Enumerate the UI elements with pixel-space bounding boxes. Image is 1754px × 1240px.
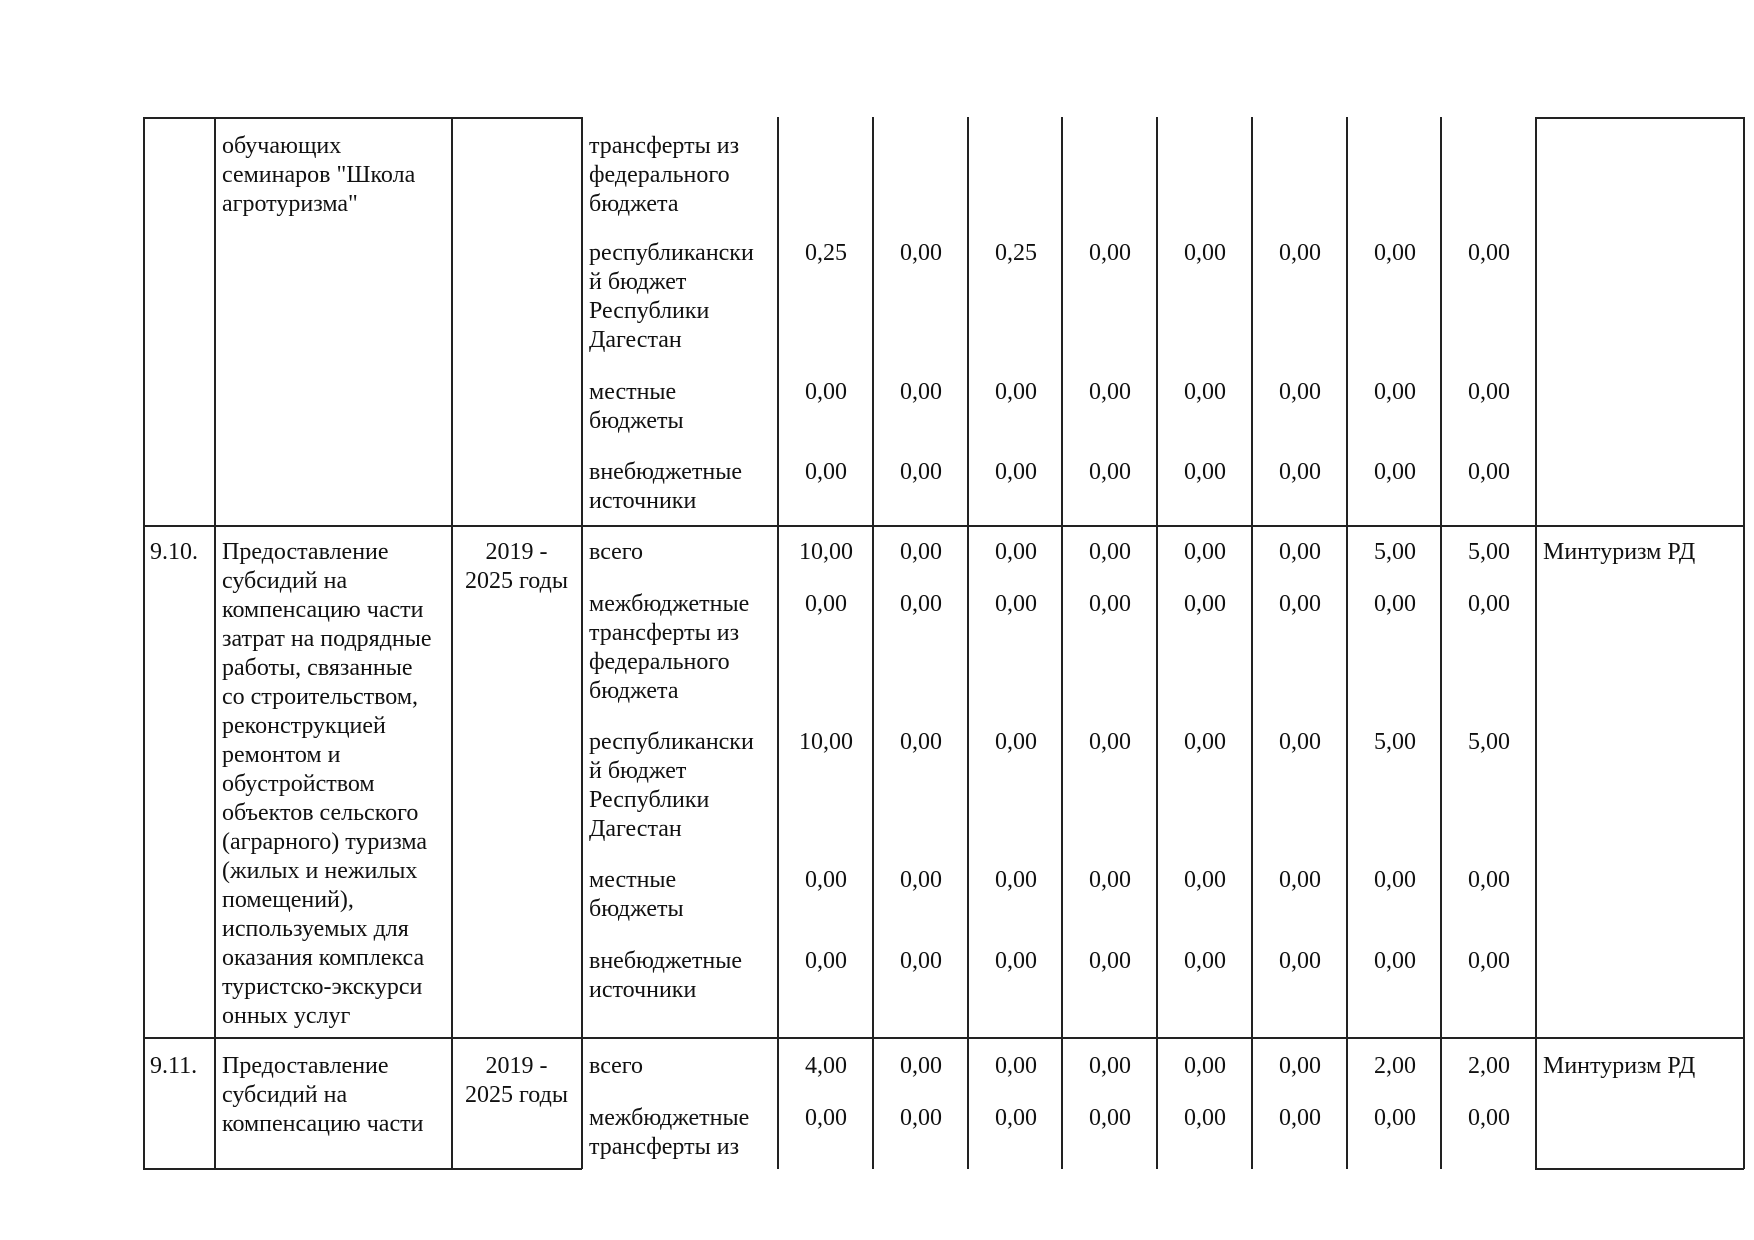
executor: Минтуризм РД — [1543, 1053, 1696, 1079]
value-cell: 0,00 — [805, 379, 847, 405]
value-cell: 0,00 — [995, 867, 1037, 893]
value-cell: 0,00 — [1468, 948, 1510, 974]
value-cell: 0,00 — [1279, 379, 1321, 405]
value-cell: 0,00 — [1374, 591, 1416, 617]
value-cell: 0,00 — [900, 591, 942, 617]
implementation-period: 2019 - 2025 годы — [465, 1053, 568, 1108]
value-cell: 0,00 — [1089, 867, 1131, 893]
measure-name-continued: обучающих семинаров "Школа агротуризма" — [222, 133, 416, 217]
funding-source: местные бюджеты — [589, 379, 684, 434]
value-cell: 0,00 — [900, 379, 942, 405]
value-cell: 0,00 — [1279, 591, 1321, 617]
value-cell: 0,00 — [1184, 1053, 1226, 1079]
value-cell: 0,00 — [1089, 948, 1131, 974]
funding-source: трансферты из федерального бюджета — [589, 133, 740, 217]
value-cell: 0,00 — [1184, 459, 1226, 485]
value-cell: 0,00 — [1468, 591, 1510, 617]
measure-name: Предоставление субсидий на компенсацию части — [222, 1053, 424, 1137]
value-cell: 0,00 — [1468, 240, 1510, 266]
value-cell: 0,00 — [1279, 1105, 1321, 1131]
value-cell: 0,00 — [900, 240, 942, 266]
value-cell: 0,00 — [805, 867, 847, 893]
executor: Минтуризм РД — [1543, 539, 1696, 565]
value-cell: 0,00 — [1279, 240, 1321, 266]
value-cell: 0,00 — [1089, 1053, 1131, 1079]
value-cell: 5,00 — [1374, 539, 1416, 565]
value-cell: 0,00 — [1184, 729, 1226, 755]
item-number: 9.11. — [150, 1053, 198, 1079]
value-cell: 0,00 — [1468, 379, 1510, 405]
value-cell: 0,00 — [805, 591, 847, 617]
value-cell: 5,00 — [1374, 729, 1416, 755]
funding-source: республикански й бюджет Республики Дагестан — [589, 240, 754, 353]
value-cell: 0,00 — [1184, 539, 1226, 565]
value-cell: 0,00 — [1184, 240, 1226, 266]
value-cell: 0,00 — [1089, 729, 1131, 755]
value-cell: 4,00 — [805, 1053, 847, 1079]
value-cell: 10,00 — [799, 539, 853, 565]
value-cell: 0,00 — [900, 1053, 942, 1079]
value-cell: 0,00 — [995, 948, 1037, 974]
value-cell: 0,00 — [995, 539, 1037, 565]
value-cell: 0,00 — [1279, 948, 1321, 974]
value-cell: 0,00 — [1279, 1053, 1321, 1079]
value-cell: 0,00 — [1374, 459, 1416, 485]
value-cell: 0,00 — [900, 459, 942, 485]
value-cell: 0,25 — [995, 240, 1037, 266]
value-cell: 0,00 — [1279, 539, 1321, 565]
value-cell: 0,00 — [1374, 379, 1416, 405]
implementation-period: 2019 - 2025 годы — [465, 539, 568, 594]
value-cell: 0,00 — [1184, 867, 1226, 893]
value-cell: 0,00 — [1468, 459, 1510, 485]
funding-source: республикански й бюджет Республики Дагестан — [589, 729, 754, 842]
value-cell: 0,00 — [1089, 539, 1131, 565]
value-cell: 0,00 — [995, 1053, 1037, 1079]
value-cell: 0,00 — [1374, 867, 1416, 893]
value-cell: 0,00 — [1184, 1105, 1226, 1131]
funding-source: местные бюджеты — [589, 867, 684, 922]
value-cell: 0,00 — [900, 948, 942, 974]
value-cell: 5,00 — [1468, 539, 1510, 565]
value-cell: 0,00 — [1089, 459, 1131, 485]
item-number: 9.10. — [150, 539, 198, 565]
value-cell: 0,00 — [805, 1105, 847, 1131]
funding-source: внебюджетные источники — [589, 948, 742, 1003]
value-cell: 0,00 — [805, 459, 847, 485]
value-cell: 10,00 — [799, 729, 853, 755]
value-cell: 0,00 — [1279, 729, 1321, 755]
value-cell: 0,00 — [1089, 1105, 1131, 1131]
funding-source: межбюджетные трансферты из федерального бюджета — [589, 591, 750, 704]
value-cell: 0,00 — [900, 539, 942, 565]
value-cell: 5,00 — [1468, 729, 1510, 755]
value-cell: 0,00 — [900, 1105, 942, 1131]
value-cell: 2,00 — [1468, 1053, 1510, 1079]
value-cell: 0,00 — [1184, 948, 1226, 974]
funding-source: межбюджетные трансферты из — [589, 1105, 750, 1160]
value-cell: 2,00 — [1374, 1053, 1416, 1079]
value-cell: 0,00 — [995, 1105, 1037, 1131]
measure-name: Предоставление субсидий на компенсацию части затрат на подрядные работы, связанные со строительством, реконструкцией ремонтом и обустройством объектов сельского (аграрного) туризма (жилых и нежилых помещений), используемых для оказания комплекса туристско-экскурси онных услуг — [222, 539, 432, 1029]
value-cell: 0,00 — [900, 867, 942, 893]
value-cell: 0,00 — [1279, 867, 1321, 893]
funding-source: всего — [589, 539, 644, 565]
value-cell: 0,00 — [900, 729, 942, 755]
value-cell: 0,00 — [1089, 379, 1131, 405]
value-cell: 0,00 — [1184, 591, 1226, 617]
value-cell: 0,00 — [995, 729, 1037, 755]
value-cell: 0,00 — [1279, 459, 1321, 485]
value-cell: 0,00 — [805, 948, 847, 974]
value-cell: 0,00 — [995, 459, 1037, 485]
value-cell: 0,00 — [995, 379, 1037, 405]
value-cell: 0,00 — [1089, 240, 1131, 266]
funding-source: всего — [589, 1053, 644, 1079]
value-cell: 0,25 — [805, 240, 847, 266]
funding-source: внебюджетные источники — [589, 459, 742, 514]
value-cell: 0,00 — [995, 591, 1037, 617]
value-cell: 0,00 — [1374, 240, 1416, 266]
value-cell: 0,00 — [1089, 591, 1131, 617]
value-cell: 0,00 — [1374, 948, 1416, 974]
value-cell: 0,00 — [1184, 379, 1226, 405]
value-cell: 0,00 — [1374, 1105, 1416, 1131]
value-cell: 0,00 — [1468, 1105, 1510, 1131]
value-cell: 0,00 — [1468, 867, 1510, 893]
